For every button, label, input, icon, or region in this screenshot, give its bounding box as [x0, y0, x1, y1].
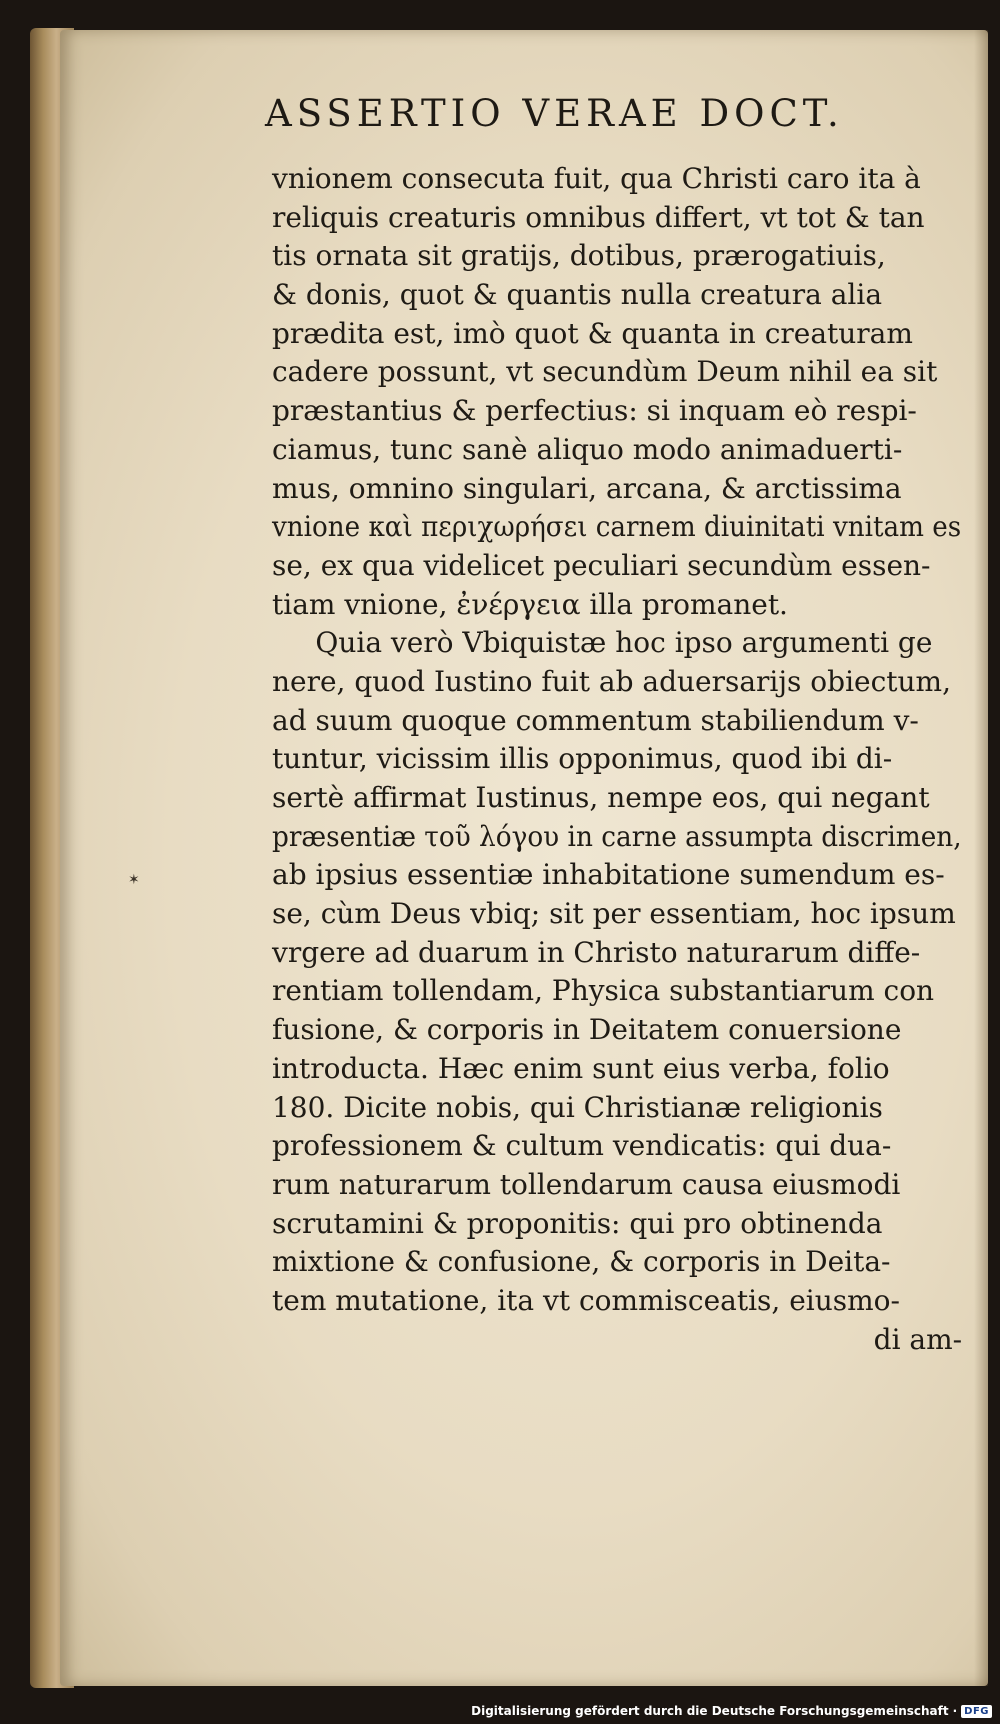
- running-head: ASSERTIO VERAE DOCT.: [265, 92, 844, 135]
- text-line: tiam vnione, ἐνέργεια illa promanet.: [272, 587, 788, 621]
- text-line: præstantius & perfectius: si inquam eò respi-: [272, 394, 917, 428]
- text-line: fusione, & corporis in Deitatem conuersione: [272, 1013, 902, 1047]
- text-line: 180. Dicite nobis, qui Christianæ religionis: [272, 1090, 883, 1124]
- text-line: mus, omnino singulari, arcana, & arctissima: [272, 471, 902, 505]
- text-line: vnionem consecuta fuit, qua Christi caro ita à: [272, 162, 921, 195]
- text-line: introducta. Hæc enim sunt eius verba, folio: [272, 1051, 890, 1085]
- dfg-logo: DFG: [961, 1705, 992, 1718]
- body-text: [272, 160, 972, 1359]
- ink-speck: ✶: [128, 872, 140, 888]
- text-line: mixtione & confusione, & corporis in Deita-: [272, 1245, 891, 1279]
- text-line: nere, quod Iustino fuit ab aduersarijs obiectum,: [272, 664, 951, 698]
- catchword-line: di am-: [873, 1322, 963, 1356]
- text-line: tem mutatione, ita vt commisceatis, eiusmo-: [272, 1283, 900, 1317]
- text-line: professionem & cultum vendicatis: qui dua-: [272, 1129, 892, 1163]
- text-line: reliquis creaturis omnibus differt, vt tot & tan: [272, 200, 925, 234]
- text-line: tis ornata sit gratijs, dotibus, prærogatiuis,: [272, 239, 886, 273]
- text-line: se, ex qua videlicet peculiari secundùm essen-: [272, 548, 931, 582]
- text-line: cadere possunt, vt secundùm Deum nihil ea sit: [272, 355, 938, 389]
- text-line: ab ipsius essentiæ inhabitatione sumendum es-: [272, 858, 945, 892]
- text-line: se, cùm Deus vbiq; sit per essentiam, hoc ipsum: [272, 897, 956, 931]
- digitization-credit: [471, 1700, 992, 1722]
- text-line: tuntur, vicissim illis opponimus, quod ibi di-: [272, 742, 893, 776]
- page-gutter-shadow: [974, 30, 988, 1686]
- text-line: ciamus, tunc sanè aliquo modo animaduerti-: [272, 432, 903, 466]
- credit-separator: ·: [952, 1704, 958, 1718]
- credit-text: Digitalisierung gefördert durch die Deutsche Forschungsgemeinschaft: [471, 1704, 949, 1718]
- text-line: præsentiæ τοῦ λόγου in carne assumpta discrimen,: [272, 819, 962, 853]
- text-line: prædita est, imò quot & quanta in creaturam: [272, 316, 913, 350]
- text-line: & donis, quot & quantis nulla creatura alia: [272, 278, 883, 312]
- text-line: scrutamini & proponitis: qui pro obtinenda: [272, 1206, 883, 1240]
- text-line: sertè affirmat Iustinus, nempe eos, qui negant: [272, 781, 930, 814]
- text-line: vnione καὶ περιχωρήσει carnem diuinitati vnitam es: [272, 510, 962, 544]
- text-line: ad suum quoque commentum stabiliendum v-: [272, 703, 919, 737]
- text-line: rum naturarum tollendarum causa eiusmodi: [272, 1167, 901, 1201]
- text-line: rentiam tollendam, Physica substantiarum con: [272, 974, 935, 1008]
- text-line: vrgere ad duarum in Christo naturarum diffe-: [272, 935, 921, 969]
- paragraph-start-line: Quia verò Vbiquistæ hoc ipso argumenti ge: [315, 626, 933, 660]
